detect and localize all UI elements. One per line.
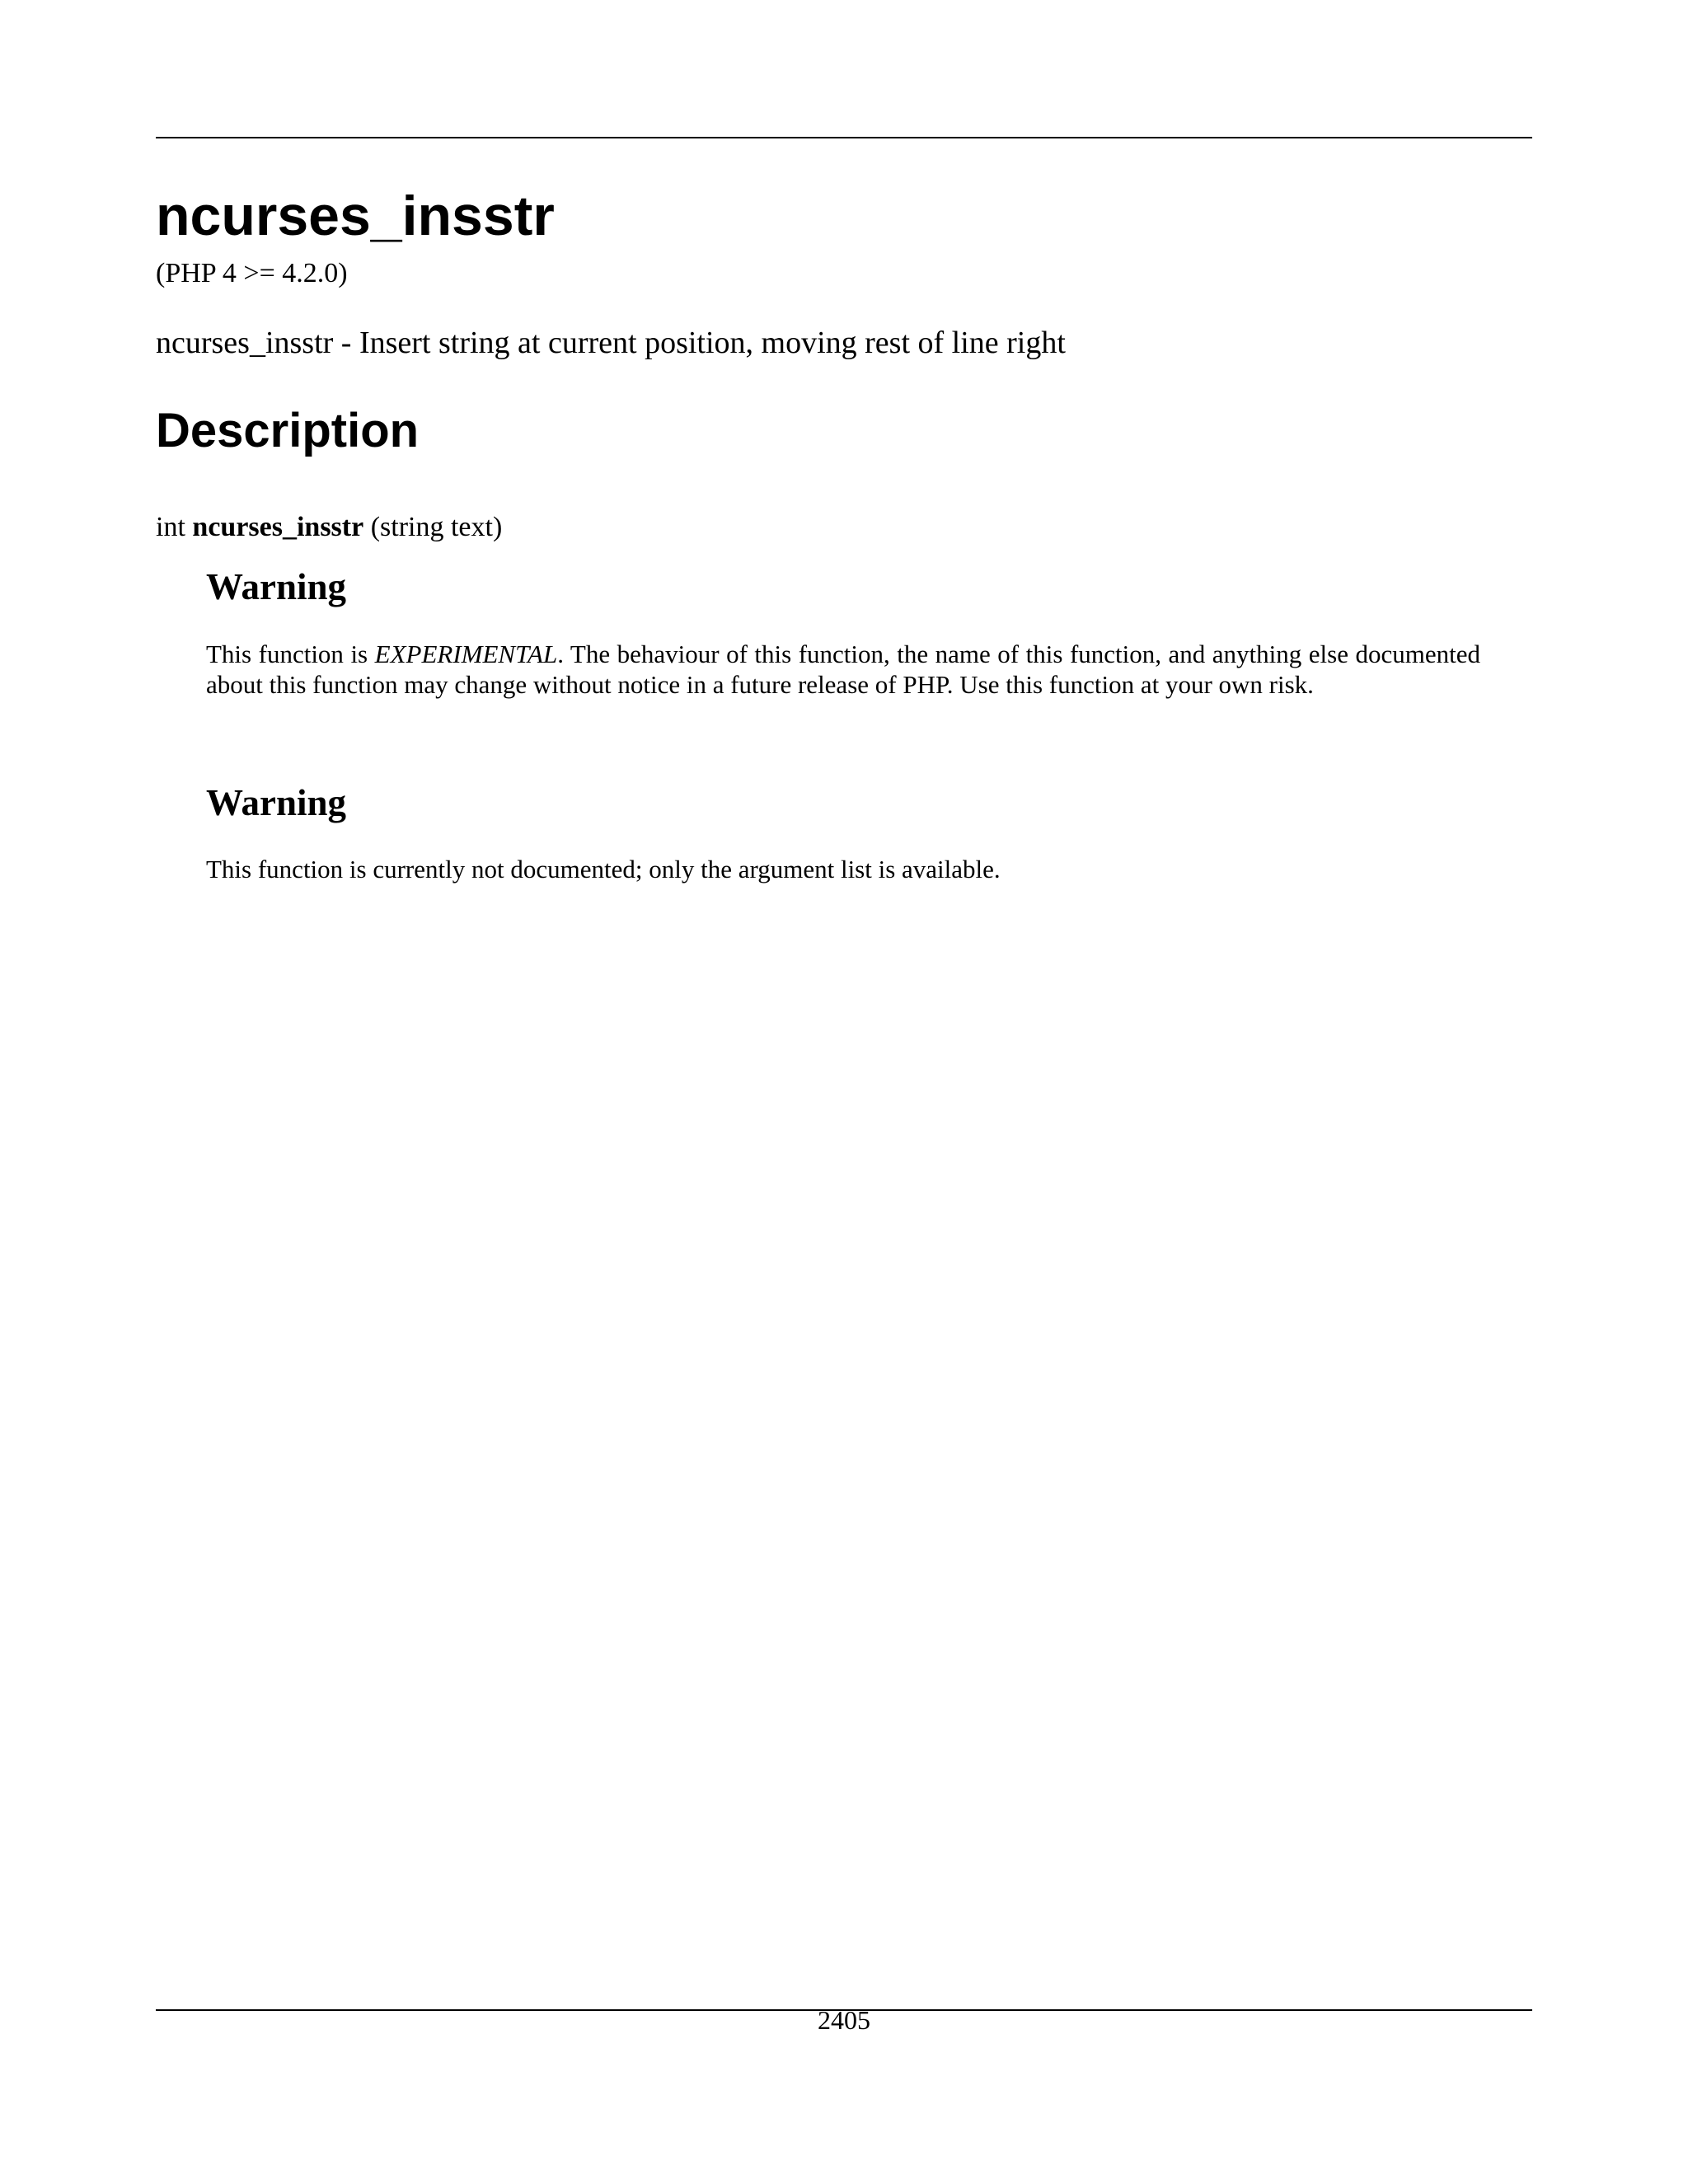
warning-title-undocumented: Warning	[206, 782, 347, 823]
function-purpose: ncurses_insstr - Insert string at current position, moving rest of line right	[156, 326, 1066, 360]
synopsis-function-name: ncurses_insstr	[192, 512, 364, 542]
synopsis-params: (string text)	[370, 512, 503, 542]
php-version: (PHP 4 >= 4.2.0)	[156, 258, 348, 288]
warning-text-undocumented: This function is currently not documented; only the argument list is available.	[206, 855, 1001, 883]
description-heading: Description	[156, 404, 420, 457]
warning-title-experimental: Warning	[206, 566, 347, 607]
warning-text-prefix: This function is	[206, 640, 375, 668]
header-rule	[156, 137, 1532, 138]
function-synopsis	[156, 511, 502, 545]
return-type: int	[156, 512, 185, 542]
warning-text-experimental	[206, 639, 1480, 700]
warning-text-suffix: . The behaviour of this function, the name of this function, and anything else documented about this function may change without notice in a future release of PHP. Use this function at your own risk.	[206, 640, 1480, 699]
page-number: 2405	[818, 2005, 870, 2035]
function-title: ncurses_insstr	[156, 185, 555, 247]
experimental-emphasis: EXPERIMENTAL	[374, 640, 558, 668]
